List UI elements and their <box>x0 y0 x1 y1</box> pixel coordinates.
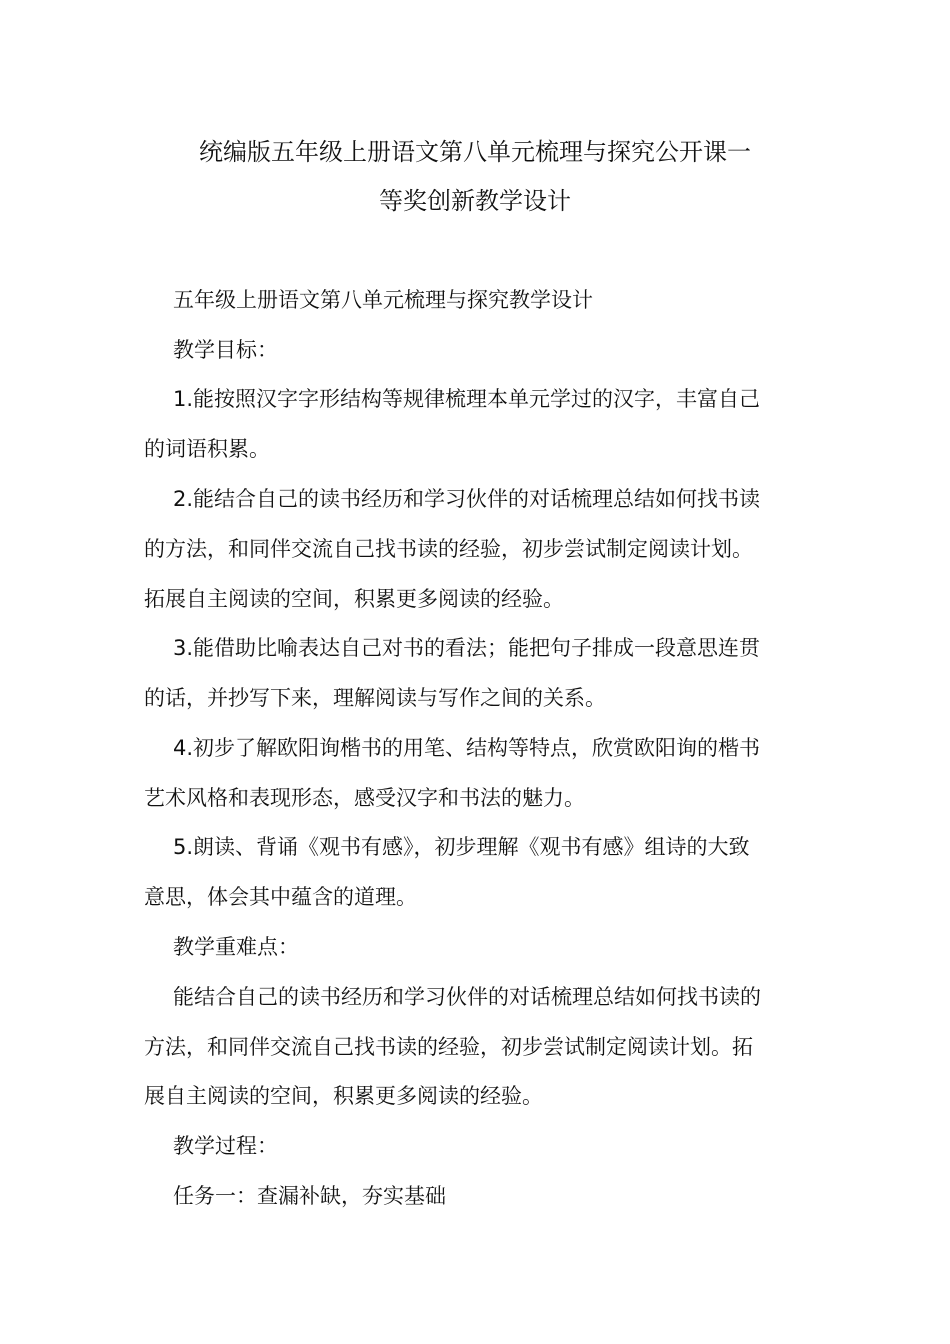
objective-3-line-2: 的话，并抄写下来，理解阅读与写作之间的关系。 <box>144 686 606 710</box>
subtitle-line: 五年级上册语文第八单元梳理与探究教学设计 <box>173 288 593 312</box>
task-1-heading: 任务一：查漏补缺，夯实基础 <box>173 1184 446 1208</box>
heading-objectives: 教学目标： <box>173 338 278 362</box>
heading-process: 教学过程： <box>173 1134 278 1158</box>
objective-4-line-2: 艺术风格和表现形态，感受汉字和书法的魅力。 <box>144 786 585 810</box>
document-title-line-1: 统编版五年级上册语文第八单元梳理与探究公开课一 <box>199 138 751 166</box>
objective-2-line-3: 拓展自主阅读的空间，积累更多阅读的经验。 <box>144 587 564 611</box>
key-points-line-2: 方法，和同伴交流自己找书读的经验，初步尝试制定阅读计划。拓 <box>144 1035 753 1059</box>
document-title-line-2: 等奖创新教学设计 <box>379 187 571 215</box>
objective-2-line-1: 2.能结合自己的读书经历和学习伙伴的对话梳理总结如何找书读 <box>173 487 761 511</box>
objective-3-line-1: 3.能借助比喻表达自己对书的看法；能把句子排成一段意思连贯 <box>173 636 761 660</box>
objective-4-line-1: 4.初步了解欧阳询楷书的用笔、结构等特点，欣赏欧阳询的楷书 <box>173 736 761 760</box>
objective-2-line-2: 的方法，和同伴交流自己找书读的经验，初步尝试制定阅读计划。 <box>144 537 753 561</box>
objective-1-line-1: 1.能按照汉字字形结构等规律梳理本单元学过的汉字，丰富自己 <box>173 387 761 411</box>
objective-5-line-2: 意思，体会其中蕴含的道理。 <box>144 885 417 909</box>
key-points-line-3: 展自主阅读的空间，积累更多阅读的经验。 <box>144 1084 543 1108</box>
objective-5-line-1: 5.朗读、背诵《观书有感》，初步理解《观书有感》组诗的大致 <box>173 835 750 859</box>
objective-1-line-2: 的词语积累。 <box>144 437 270 461</box>
heading-key-points: 教学重难点： <box>173 935 299 959</box>
key-points-line-1: 能结合自己的读书经历和学习伙伴的对话梳理总结如何找书读的 <box>173 985 761 1009</box>
